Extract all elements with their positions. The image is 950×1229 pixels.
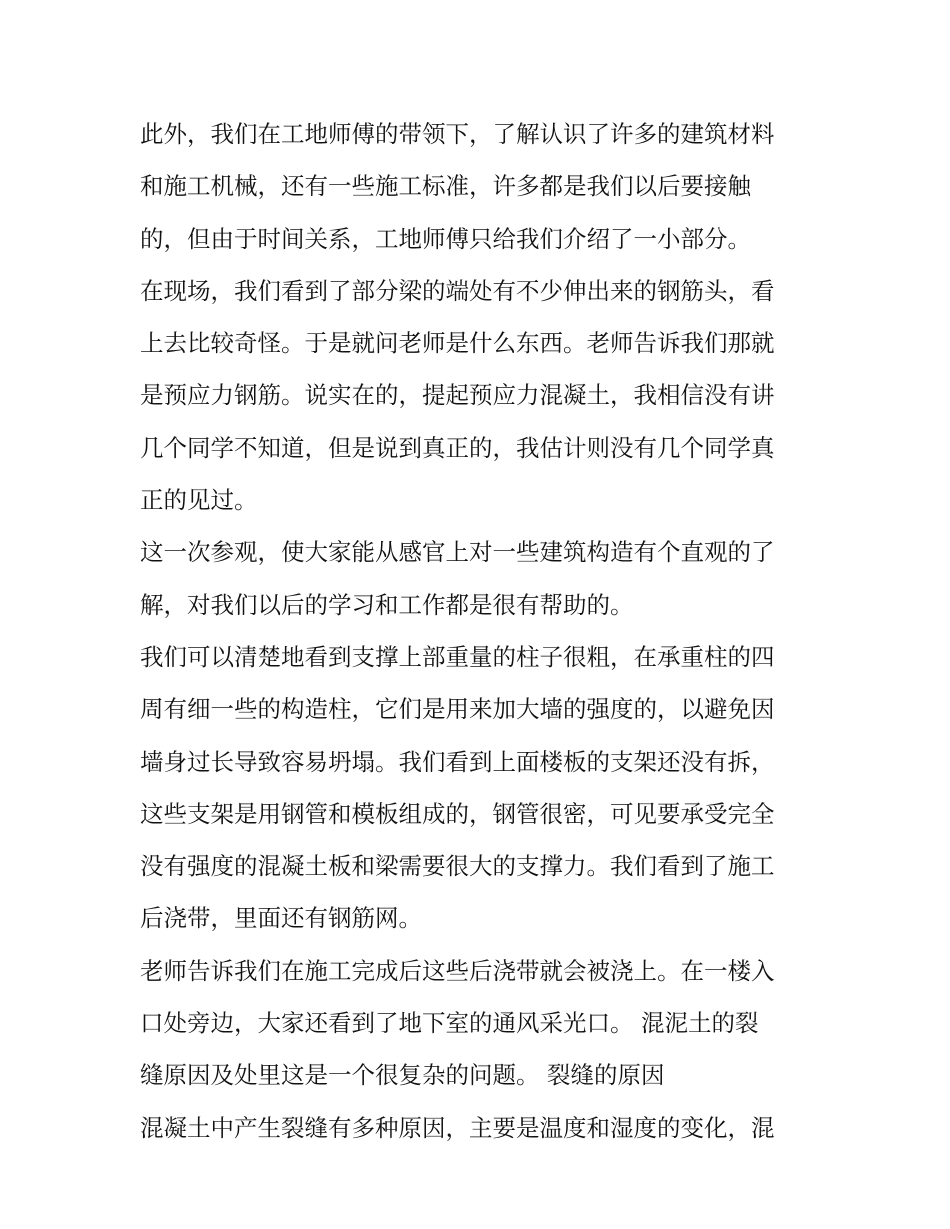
- text-line: 墙身过长导致容易坍塌。我们看到上面楼板的支架还没有拆，: [140, 747, 775, 776]
- text-line: 和施工机械，还有一些施工标准，许多都是我们以后要接触: [140, 172, 751, 201]
- text-line: 解，对我们以后的学习和工作都是很有帮助的。: [140, 590, 634, 619]
- text-line: 后浇带，里面还有钢筋网。: [140, 904, 422, 933]
- text-line: 老师告诉我们在施工完成后这些后浇带就会被浇上。在一楼入: [140, 956, 775, 985]
- text-line: 周有细一些的构造柱，它们是用来加大墙的强度的，以避免因: [140, 695, 775, 724]
- text-line: 我们可以清楚地看到支撑上部重量的柱子很粗，在承重柱的四: [140, 642, 775, 671]
- text-line: 混凝土中产生裂缝有多种原因，主要是温度和湿度的变化，混: [140, 1113, 775, 1142]
- text-line: 正的见过。: [140, 486, 258, 515]
- text-line: 几个同学不知道，但是说到真正的，我估计则没有几个同学真: [140, 433, 775, 462]
- body-text: [140, 108, 820, 1154]
- text-line: 的，但由于时间关系，工地师傅只给我们介绍了一小部分。: [140, 224, 751, 253]
- text-line: 此外，我们在工地师傅的带领下，了解认识了许多的建筑材料: [140, 120, 775, 148]
- text-line: 在现场，我们看到了部分梁的端处有不少伸出来的钢筋头，看: [140, 276, 775, 305]
- text-line: 这些支架是用钢管和模板组成的，钢管很密，可见要承受完全: [140, 799, 775, 828]
- text-line: 没有强度的混凝土板和梁需要很大的支撑力。我们看到了施工: [140, 852, 775, 881]
- text-line: 上去比较奇怪。于是就问老师是什么东西。老师告诉我们那就: [140, 329, 775, 358]
- text-line: 这一次参观，使大家能从感官上对一些建筑构造有个直观的了: [140, 538, 775, 567]
- text-line: 缝原因及处里这是一个很复杂的问题。 裂缝的原因: [140, 1061, 665, 1090]
- text-line: 口处旁边，大家还看到了地下室的通风采光口。 混泥土的裂: [140, 1009, 759, 1038]
- text-line: 是预应力钢筋。说实在的，提起预应力混凝土，我相信没有讲: [140, 381, 775, 410]
